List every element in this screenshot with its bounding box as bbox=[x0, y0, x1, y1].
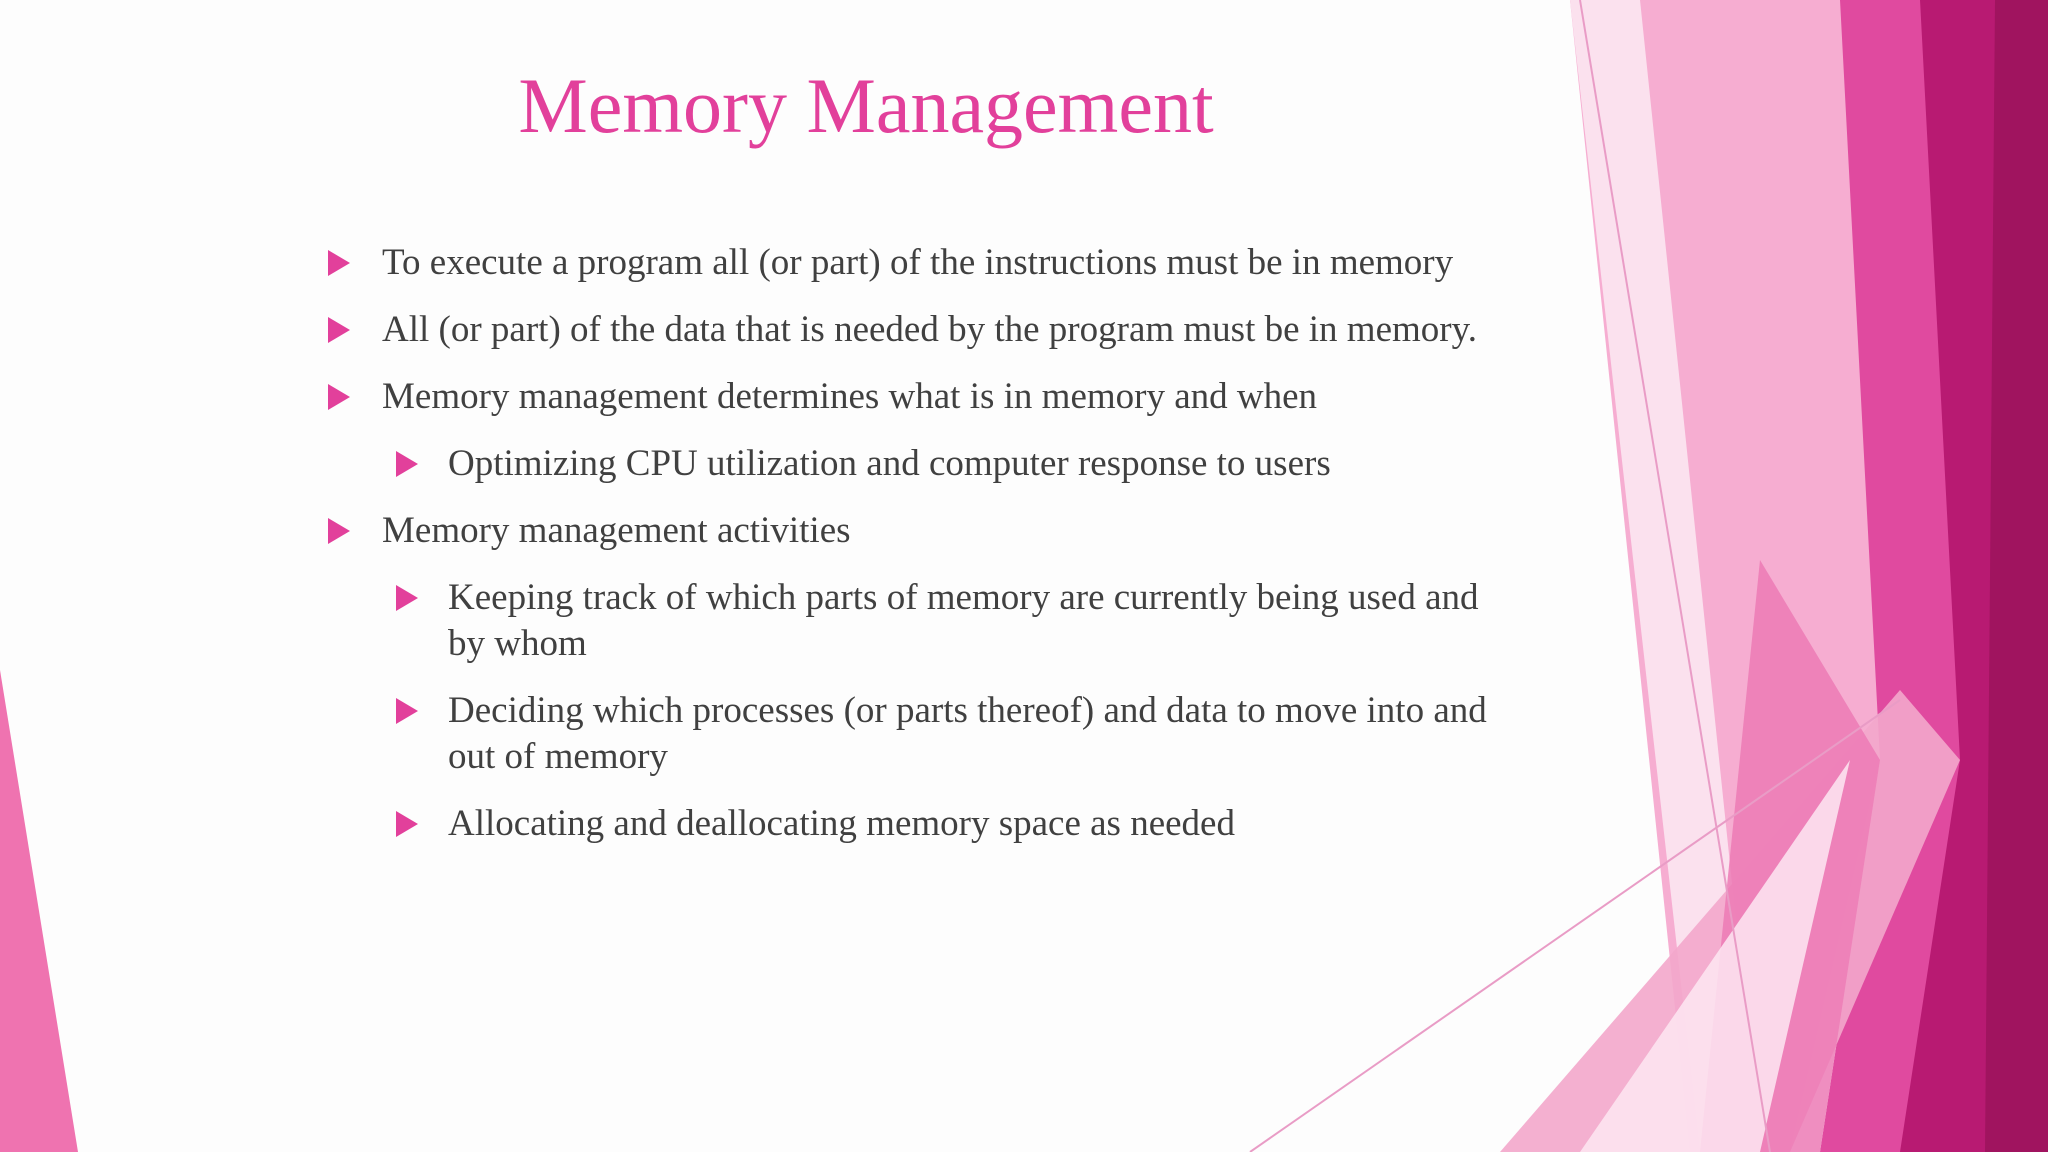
bullet-item bbox=[320, 307, 1500, 353]
facet-deep-magenta bbox=[1985, 0, 2048, 1152]
sub-bullet-item bbox=[388, 801, 1500, 847]
bullet-item bbox=[320, 374, 1500, 420]
slide-title: Memory Management bbox=[518, 62, 1214, 149]
sub-bullet-item bbox=[388, 441, 1500, 487]
sub-bullet-item bbox=[388, 575, 1500, 667]
bullet-text: To execute a program all (or part) of the instructions must be in memory bbox=[382, 242, 1454, 283]
sub-bullet-item bbox=[388, 688, 1500, 780]
facet-left-pink bbox=[0, 670, 78, 1152]
bullet-item bbox=[320, 240, 1500, 286]
triangle-right-icon bbox=[396, 451, 418, 477]
bullet-text: Keeping track of which parts of memory are currently being used and by whom bbox=[448, 577, 1479, 664]
bullet-item bbox=[320, 508, 1500, 554]
triangle-right-icon bbox=[328, 518, 350, 544]
triangle-right-icon bbox=[396, 811, 418, 837]
triangle-right-icon bbox=[328, 317, 350, 343]
bullet-text: Memory management determines what is in memory and when bbox=[382, 376, 1318, 417]
triangle-right-icon bbox=[396, 585, 418, 611]
triangle-right-icon bbox=[396, 698, 418, 724]
bullet-text: All (or part) of the data that is needed by the program must be in memory. bbox=[382, 309, 1477, 350]
bullet-text: Memory management activities bbox=[382, 510, 851, 551]
triangle-right-icon bbox=[328, 250, 350, 276]
bullet-list bbox=[320, 240, 1500, 868]
bullet-text: Deciding which processes (or parts thereof) and data to move into and out of memory bbox=[448, 690, 1487, 777]
triangle-right-icon bbox=[328, 384, 350, 410]
bullet-text: Allocating and deallocating memory space as needed bbox=[448, 803, 1235, 844]
bullet-text: Optimizing CPU utilization and computer response to users bbox=[448, 443, 1331, 484]
